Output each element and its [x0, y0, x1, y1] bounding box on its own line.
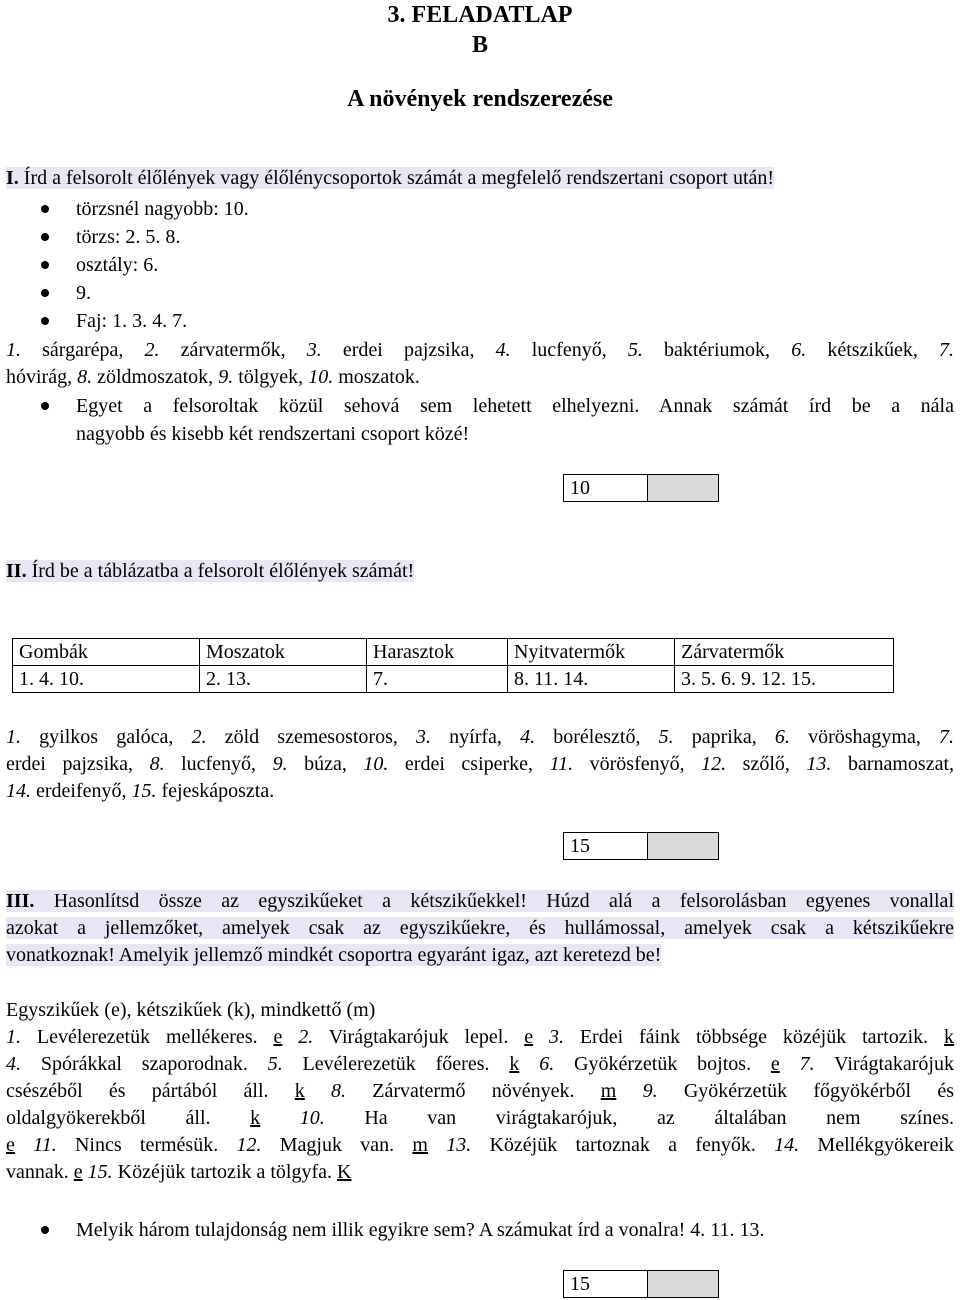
- table-cell[interactable]: 7.: [367, 666, 508, 693]
- page-variant: B: [471, 32, 488, 58]
- section3-items-line: e 11. Nincs termésük. 12. Magjuk van. m 13. Közéjük tartoznak a fenyők. 14. Mellékgyökereik: [6, 1134, 955, 1156]
- section1-instruction: I. Írd a felsorolt élőlények vagy élőlénycsoportok számát a megfelelő rendszertani csoport után!: [6, 167, 775, 189]
- score-box: [563, 474, 719, 502]
- bullet-icon: [40, 393, 50, 410]
- bullet-icon: [40, 196, 50, 213]
- bullet-icon: [40, 224, 50, 241]
- table-header-row: [13, 639, 894, 666]
- table-header-cell: Nyitvatermők: [508, 639, 675, 666]
- table-header-cell: Moszatok: [200, 639, 367, 666]
- table-cell[interactable]: 8. 11. 14.: [508, 666, 675, 693]
- table-cell[interactable]: 1. 4. 10.: [13, 666, 200, 693]
- score-box: [563, 1270, 719, 1298]
- bullet-icon: [40, 280, 50, 297]
- bullet-icon: [40, 1217, 50, 1234]
- section3-instruction-line: vonatkoznak! Amelyik jellemző mindkét csoportra egyaránt igaz, azt keretezd be!: [6, 944, 662, 966]
- section3-items-line: 4. Spórákkal szaporodnak. 5. Levélerezetük főeres. k 6. Gyökérzetük bojtos. e 7. Virágtakarójuk: [6, 1053, 954, 1075]
- score-box: [563, 832, 719, 860]
- page-title: 3. FELADATLAP: [387, 2, 573, 28]
- bullet-icon: [40, 252, 50, 269]
- section1-list-line: 1. sárgarépa, 2. zárvatermők, 3. erdei pajzsika, 4. lucfenyő, 5. baktériumok, 6. kétszikűek, 7.: [6, 339, 954, 361]
- section3-items-line: csészéből és pártából áll. k 8. Zárvatermő növények. m 9. Gyökérzetük főgyökérből és: [6, 1080, 954, 1102]
- classification-table: [12, 638, 894, 693]
- section3-instruction-line: III. Hasonlítsd össze az egyszikűeket a kétszikűekkel! Húzd alá a felsorolásban egyenes vonallal: [6, 890, 954, 912]
- section2-list-line: 1. gyilkos galóca, 2. zöld szemesostoros, 3. nyírfa, 4. borélesztő, 5. paprika, 6. vöröshagyma, 7.: [6, 726, 954, 748]
- section2-list-line: 14. erdeifenyő, 15. fejeskáposzta.: [6, 780, 275, 802]
- section2-list-line: erdei pajzsika, 8. lucfenyő, 9. búza, 10. erdei csiperke, 11. vörösfenyő, 12. szőlő, 13. barnamoszat,: [6, 753, 955, 775]
- page-subtitle: A növények rendszerezése: [347, 86, 613, 112]
- table-header-cell: Zárvatermők: [675, 639, 894, 666]
- score-input[interactable]: [648, 833, 718, 859]
- score-value: 15: [564, 833, 648, 859]
- score-input[interactable]: [648, 475, 718, 501]
- section3-items-line: 1. Levélerezetük mellékeres. e 2. Virágtakarójuk lepel. e 3. Erdei fáink többsége közéjük tartozik. k: [6, 1026, 955, 1048]
- bullet-icon: [40, 308, 50, 325]
- table-cell[interactable]: 2. 13.: [200, 666, 367, 693]
- section3-instruction-line: azokat a jellemzőket, amelyek csak az egyszikűekre, és hullámossal, amelyek csak a kétszikűekre: [6, 917, 954, 939]
- table-header-cell: Harasztok: [367, 639, 508, 666]
- section3-items-line: oldalgyökerekből áll. k 10. Ha van virágtakarójuk, az általában nem színes.: [6, 1107, 955, 1129]
- section1-extra-bullet-cont: nagyobb és kisebb két rendszertani csoport közé!: [76, 423, 470, 445]
- section3-items-line: vannak. e 15. Közéjük tartozik a tölgyfa. K: [6, 1161, 352, 1183]
- score-value: 10: [564, 475, 648, 501]
- score-input[interactable]: [648, 1271, 718, 1297]
- section2-instruction: II. Írd be a táblázatba a felsorolt élőlények számát!: [6, 560, 415, 582]
- table-header-cell: Gombák: [13, 639, 200, 666]
- table-cell[interactable]: 3. 5. 6. 9. 12. 15.: [675, 666, 894, 693]
- score-value: 15: [564, 1271, 648, 1297]
- section1-list-line: hóvirág, 8. zöldmoszatok, 9. tölgyek, 10. moszatok.: [6, 366, 420, 388]
- table-row: [13, 666, 894, 693]
- section3-legend: Egyszikűek (e), kétszikűek (k), mindkettő (m): [6, 999, 376, 1021]
